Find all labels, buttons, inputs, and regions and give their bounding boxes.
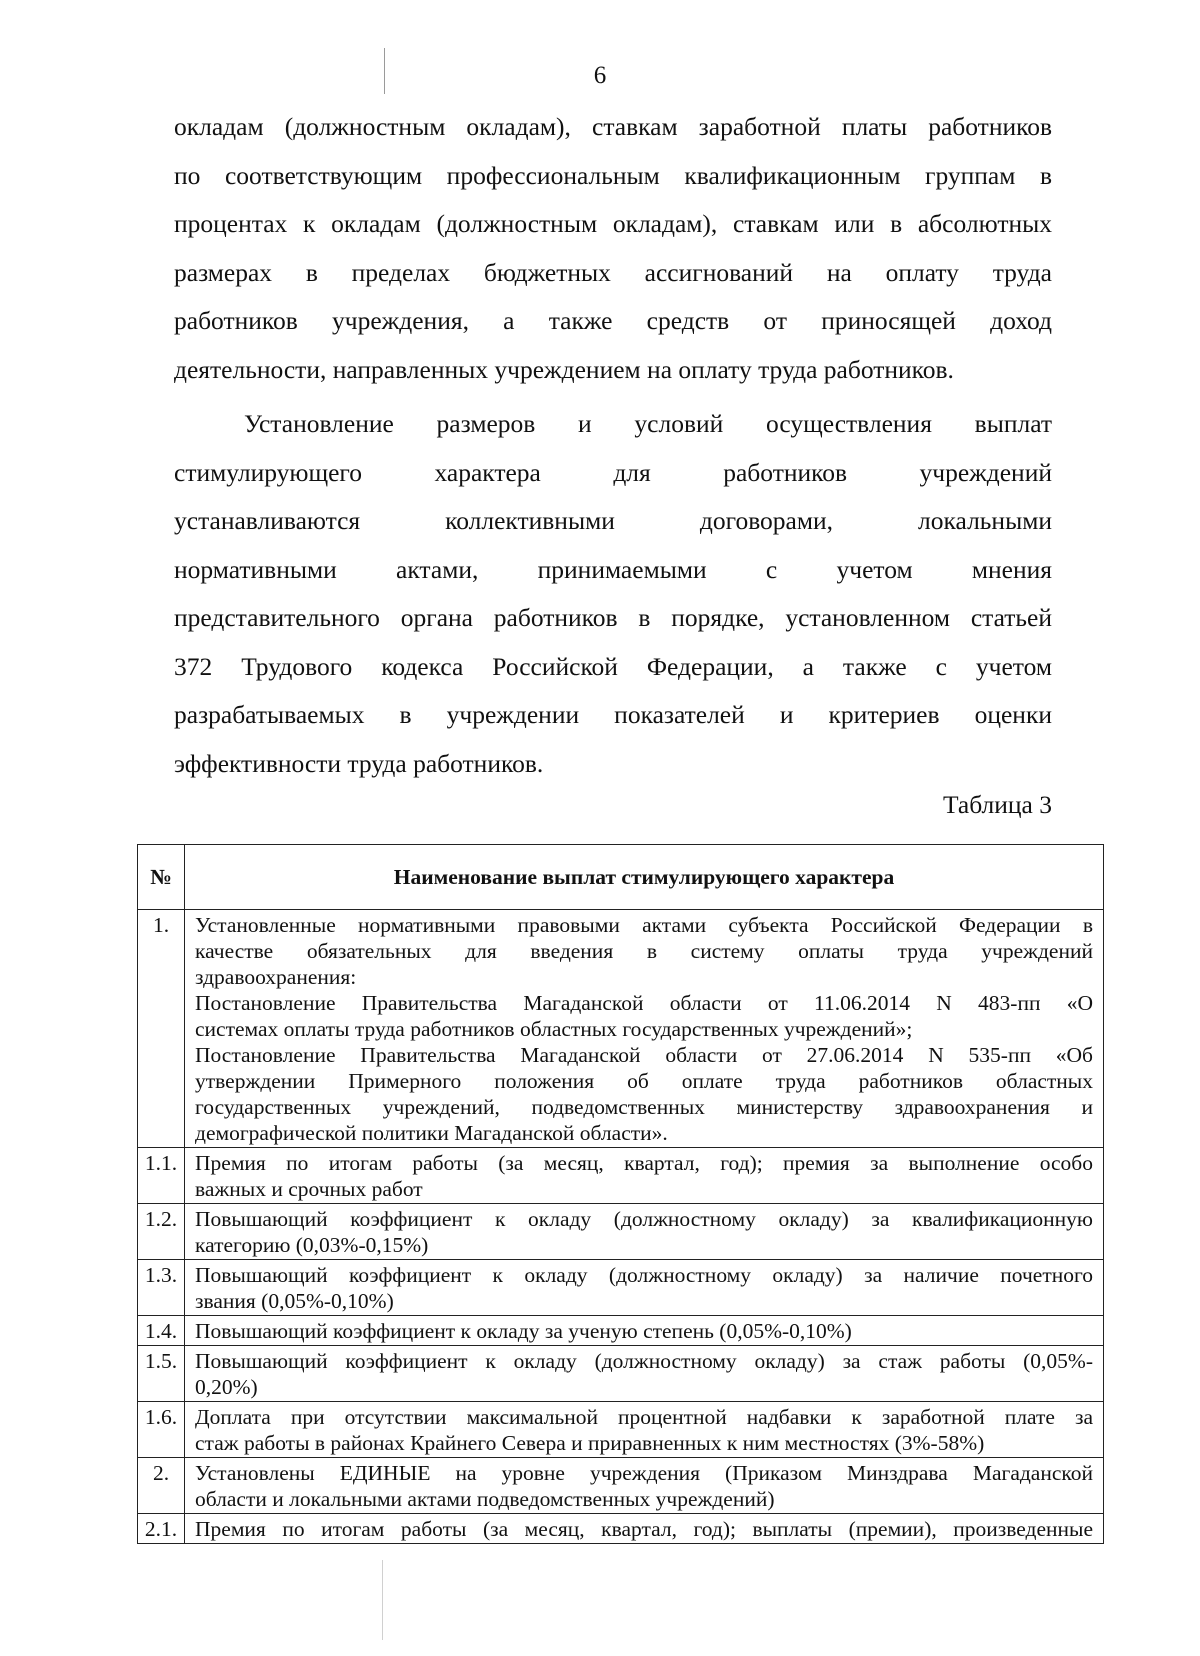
table-row bbox=[138, 1458, 1104, 1514]
row-number: 1.3. bbox=[138, 1260, 185, 1316]
paragraph-line: представительного органа работников в порядке, установленном статьей bbox=[174, 603, 1052, 632]
table-row bbox=[138, 1514, 1104, 1544]
paragraph-line: нормативными актами, принимаемыми с учетом мнения bbox=[174, 554, 1052, 584]
table-row bbox=[138, 1204, 1104, 1260]
row-text-line: Повышающий коэффициент к окладу (должностному окладу) за квалификационную bbox=[195, 1207, 1093, 1231]
row-number: 1.2. bbox=[138, 1204, 185, 1260]
row-payment-name bbox=[185, 1316, 1104, 1346]
row-text-line: здравоохранения: bbox=[195, 965, 357, 989]
row-text-line: стаж работы в районах Крайнего Севера и приравненных к ним местностях (3%-58%) bbox=[195, 1431, 985, 1455]
row-payment-name bbox=[185, 1458, 1104, 1514]
header-number: № bbox=[138, 845, 185, 910]
scan-margin-mark-bottom bbox=[382, 1560, 383, 1640]
row-number: 1. bbox=[138, 910, 185, 1148]
table-row bbox=[138, 1402, 1104, 1458]
row-number: 1.6. bbox=[138, 1402, 185, 1458]
row-text-line: Постановление Правительства Магаданской области от 27.06.2014 N 535-пп «Об bbox=[195, 1043, 1093, 1067]
row-payment-name bbox=[185, 1204, 1104, 1260]
paragraph-continuation bbox=[174, 103, 1052, 394]
row-payment-name bbox=[185, 910, 1104, 1148]
row-text-line: Премия по итогам работы (за месяц, квартал, год); премия за выполнение особо bbox=[195, 1151, 1093, 1175]
row-payment-name bbox=[185, 1346, 1104, 1402]
row-number: 1.5. bbox=[138, 1346, 185, 1402]
row-text-line: Установлены ЕДИНЫЕ на уровне учреждения (Приказом Минздрава Магаданской bbox=[195, 1461, 1093, 1485]
table-row bbox=[138, 1316, 1104, 1346]
row-text-line: государственных учреждений, подведомственных министерству здравоохранения и bbox=[195, 1095, 1093, 1119]
row-text-line: утверждении Примерного положения об оплате труда работников областных bbox=[195, 1069, 1093, 1093]
row-text-line: звания (0,05%-0,10%) bbox=[195, 1289, 394, 1313]
row-number: 2.1. bbox=[138, 1514, 185, 1544]
row-number: 2. bbox=[138, 1458, 185, 1514]
row-text-line: качестве обязательных для введения в систему оплаты труда учреждений bbox=[195, 939, 1093, 963]
row-text-line: системах оплаты труда работников областных государственных учреждений»; bbox=[195, 1017, 913, 1041]
row-payment-name bbox=[185, 1260, 1104, 1316]
row-text-line: демографической политики Магаданской области». bbox=[195, 1121, 668, 1145]
stimulating-payments-table bbox=[137, 844, 1104, 1544]
header-payment-name: Наименование выплат стимулирующего характера bbox=[185, 845, 1104, 910]
row-text-line: категорию (0,03%-0,15%) bbox=[195, 1233, 429, 1257]
paragraph-line: процентах к окладам (должностным окладам), ставкам или в абсолютных bbox=[174, 209, 1052, 238]
row-number: 1.4. bbox=[138, 1316, 185, 1346]
row-payment-name bbox=[185, 1514, 1104, 1544]
row-payment-name bbox=[185, 1148, 1104, 1204]
table-header-row bbox=[138, 845, 1104, 910]
row-text-line: Доплата при отсутствии максимальной процентной надбавки к заработной плате за bbox=[195, 1405, 1093, 1429]
row-number: 1.1. bbox=[138, 1148, 185, 1204]
paragraph-line: устанавливаются коллективными договорами, локальными bbox=[174, 506, 1052, 535]
row-text-line: области и локальными актами подведомственных учреждений) bbox=[195, 1487, 775, 1511]
paragraph-line: окладам (должностным окладам), ставкам заработной платы работников bbox=[174, 112, 1052, 141]
row-text-line: Установленные нормативными правовыми актами субъекта Российской Федерации в bbox=[195, 913, 1093, 937]
table-body bbox=[138, 910, 1104, 1544]
page-number: 6 bbox=[593, 62, 607, 89]
table-caption: Таблица 3 bbox=[942, 790, 1052, 819]
row-text-line: Постановление Правительства Магаданской области от 11.06.2014 N 483-пп «О bbox=[195, 991, 1093, 1015]
paragraph-line: размерах в пределах бюджетных ассигнований на оплату труда bbox=[174, 257, 1052, 287]
table-row bbox=[138, 1260, 1104, 1316]
row-text-line: Повышающий коэффициент к окладу (должностному окладу) за стаж работы (0,05%- bbox=[195, 1349, 1093, 1373]
paragraph-line: стимулирующего характера для работников учреждений bbox=[174, 457, 1052, 487]
row-text-line: Повышающий коэффициент к окладу за ученую степень (0,05%-0,10%) bbox=[195, 1319, 852, 1343]
paragraph-line: Установление размеров и условий осуществления выплат bbox=[244, 409, 1052, 438]
table-row bbox=[138, 910, 1104, 1148]
row-text-line: важных и срочных работ bbox=[195, 1177, 423, 1201]
row-payment-name bbox=[185, 1402, 1104, 1458]
paragraph-line: работников учреждения, а также средств от приносящей доход bbox=[174, 306, 1052, 335]
table-row bbox=[138, 1346, 1104, 1402]
paragraph-line: эффективности труда работников. bbox=[174, 748, 544, 778]
paragraph-line: разрабатываемых в учреждении показателей и критериев оценки bbox=[174, 700, 1052, 729]
row-text-line: 0,20%) bbox=[195, 1375, 258, 1399]
paragraph-line: 372 Трудового кодекса Российской Федерации, а также с учетом bbox=[174, 651, 1052, 681]
paragraph-stimulating-payments bbox=[174, 400, 1052, 788]
paragraph-line: по соответствующим профессиональным квалификационным группам в bbox=[174, 160, 1052, 190]
row-text-line: Повышающий коэффициент к окладу (должностному окладу) за наличие почетного bbox=[195, 1263, 1093, 1287]
table-row bbox=[138, 1148, 1104, 1204]
paragraph-line: деятельности, направленных учреждением на оплату труда работников. bbox=[174, 354, 954, 384]
row-text-line: Премия по итогам работы (за месяц, квартал, год); выплаты (премии), произведенные bbox=[195, 1517, 1093, 1541]
